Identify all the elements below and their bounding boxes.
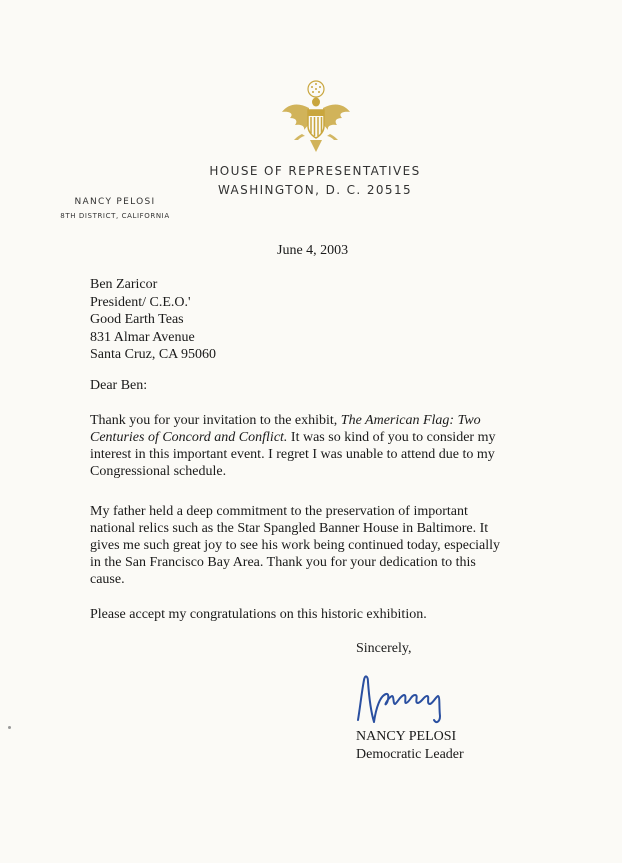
closing: Sincerely, — [356, 641, 412, 656]
body-paragraph-3: Please accept my congratulations on this historic exhibition. — [90, 607, 427, 622]
p1-line1-text: Thank you for your invitation to the exhibit, — [90, 413, 341, 428]
recipient-address — [90, 276, 216, 364]
body-paragraph-1 — [90, 412, 520, 480]
salutation: Dear Ben: — [90, 378, 148, 393]
p2-line1: My father held a deep commitment to the preservation of important — [90, 504, 468, 519]
letterhead-line-1: HOUSE OF REPRESENTATIVES — [209, 164, 421, 178]
recipient-street: 831 Almar Avenue — [90, 329, 195, 345]
p2-line4: in the San Francisco Bay Area. Thank you for your dedication to this — [90, 555, 476, 570]
stray-mark — [8, 726, 11, 729]
recipient-city: Santa Cruz, CA 95060 — [90, 347, 216, 362]
letter-date: June 4, 2003 — [277, 243, 349, 258]
exhibit-title-part1: The American Flag: Two — [340, 413, 481, 428]
signature-icon — [350, 668, 470, 728]
p2-line3: gives me such great joy to see his work being continued today, especially — [90, 538, 501, 553]
p1-line3: interest in this important event. I regret I was unable to attend due to my — [90, 447, 495, 462]
signer-title: Democratic Leader — [356, 746, 464, 762]
member-name: NANCY PELOSI — [74, 197, 156, 207]
p2-line5: cause. — [90, 572, 125, 587]
recipient-company: Good Earth Teas — [90, 312, 184, 327]
recipient-name: Ben Zaricor — [90, 277, 158, 292]
recipient-title: President/ C.E.O.' — [90, 294, 191, 310]
p1-line4: Congressional schedule. — [90, 464, 227, 479]
member-district: 8TH DISTRICT, CALIFORNIA — [60, 212, 170, 220]
signer-block — [356, 728, 464, 763]
letterhead-line-2: WASHINGTON, D. C. 20515 — [217, 183, 413, 197]
body-paragraph-2 — [90, 503, 520, 588]
great-seal-eagle-icon — [276, 78, 356, 158]
exhibit-title-part2: Centuries of Concord and Conflict. — [90, 430, 288, 445]
p2-line2: national relics such as the Star Spangled Banner House in Baltimore. It — [90, 521, 489, 536]
signer-name: NANCY PELOSI — [356, 729, 457, 744]
p1-line2-text: It was so kind of you to consider my — [287, 430, 496, 445]
